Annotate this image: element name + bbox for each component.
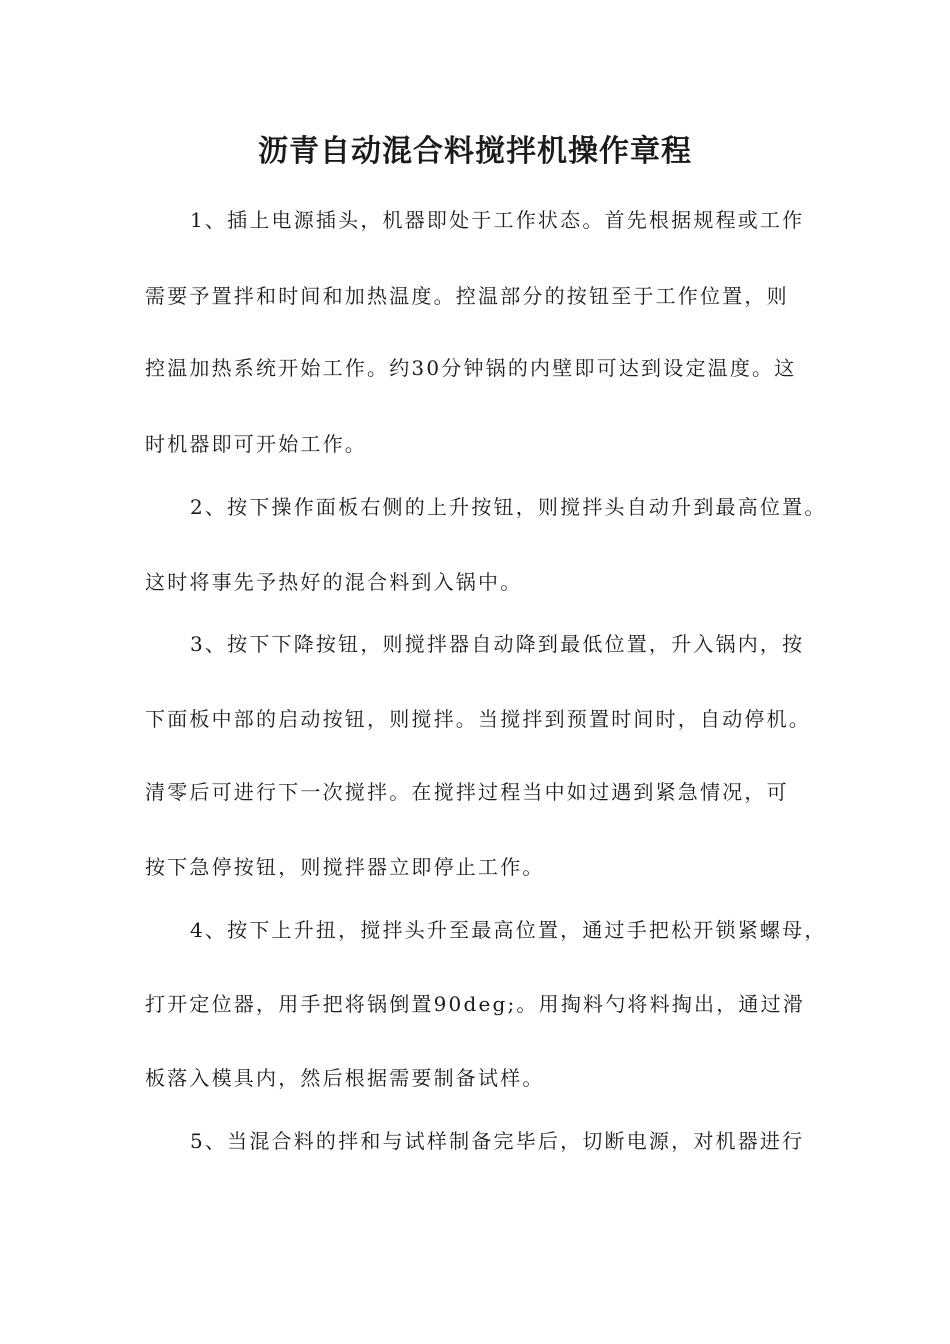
paragraph-3-line-4: 按下急停按钮，则搅拌器立即停止工作。 bbox=[145, 855, 545, 879]
paragraph-3-line-3: 清零后可进行下一次搅拌。在搅拌过程当中如过遇到紧急情况，可 bbox=[145, 780, 789, 804]
paragraph-4-line-3: 板落入模具内，然后根据需要制备试样。 bbox=[145, 1066, 545, 1090]
paragraph-1-line-1: 1、插上电源插头，机器即处于工作状态。首先根据规程或工作 bbox=[190, 208, 805, 232]
paragraph-2-line-2: 这时将事先予热好的混合料到入锅中。 bbox=[145, 570, 523, 594]
paragraph-4-line-1: 4、按下上升扭，搅拌头升至最高位置，通过手把松开锁紧螺母， bbox=[190, 918, 827, 942]
paragraph-1-line-4: 时机器即可开始工作。 bbox=[145, 432, 367, 456]
paragraph-2-line-1: 2、按下操作面板右侧的上升按钮，则搅拌头自动升到最高位置。 bbox=[190, 495, 827, 519]
document-title: 沥青自动混合料搅拌机操作章程 bbox=[258, 134, 692, 169]
paragraph-1-line-3: 控温加热系统开始工作。约30分钟锅的内壁即可达到设定温度。这 bbox=[145, 356, 797, 380]
paragraph-1-line-2: 需要予置拌和时间和加热温度。控温部分的按钮至于工作位置，则 bbox=[145, 284, 789, 308]
paragraph-5-line-1: 5、当混合料的拌和与试样制备完毕后，切断电源，对机器进行 bbox=[190, 1129, 805, 1153]
paragraph-3-line-2: 下面板中部的启动按钮，则搅拌。当搅拌到预置时间时，自动停机。 bbox=[145, 707, 811, 731]
paragraph-3-line-1: 3、按下下降按钮，则搅拌器自动降到最低位置，升入锅内，按 bbox=[190, 632, 805, 656]
paragraph-4-line-2: 打开定位器，用手把将锅倒置90deg;。用掏料勺将料掏出，通过滑 bbox=[145, 992, 806, 1016]
